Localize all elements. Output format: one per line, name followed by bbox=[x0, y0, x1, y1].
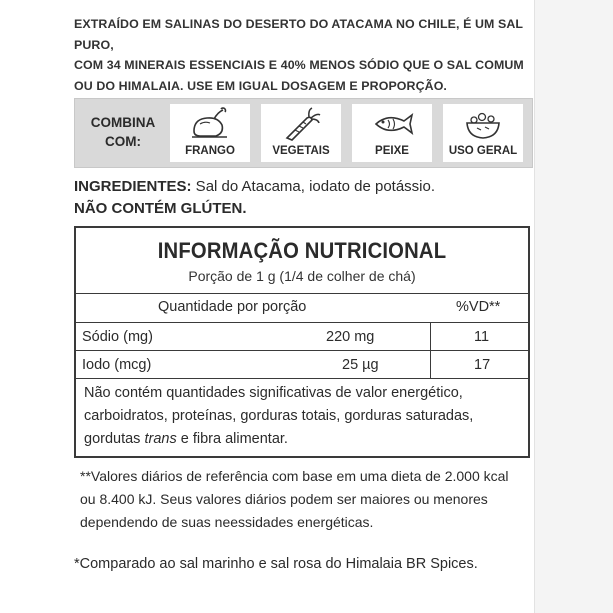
footer-line: Não contém quantidades significativas de valor energético, bbox=[84, 385, 463, 401]
table-rule bbox=[76, 350, 528, 351]
ingredients-label: INGREDIENTES: bbox=[74, 178, 192, 195]
bowl-icon bbox=[463, 107, 503, 141]
pairing-tile-peixe bbox=[352, 104, 432, 162]
header-vd: %VD** bbox=[456, 299, 501, 315]
footer-line bbox=[84, 428, 526, 451]
daily-values-note bbox=[80, 465, 540, 534]
footer-line: carboidratos, proteínas, gorduras totais, gorduras saturadas, bbox=[84, 408, 474, 424]
pairing-tile-uso-geral bbox=[443, 104, 523, 162]
nutrient-vd: 11 bbox=[474, 329, 490, 345]
nutrition-table bbox=[74, 226, 530, 458]
header-quantity: Quantidade por porção bbox=[158, 299, 307, 315]
pairings-panel bbox=[74, 98, 533, 168]
pairing-name: FRANGO bbox=[185, 145, 235, 157]
intro-line: EXTRAÍDO EM SALINAS DO DESERTO DO ATACAMA NO CHILE, É UM SAL PURO, bbox=[74, 17, 523, 52]
table-rule bbox=[76, 322, 528, 323]
footer-text: e fibra alimentar. bbox=[176, 431, 288, 447]
nutrient-amount: 220 mg bbox=[326, 329, 375, 345]
pairings-label-line: COMBINA bbox=[90, 115, 156, 130]
ingredients-text: Sal do Atacama, iodato de potássio. bbox=[191, 178, 436, 195]
ingredients-block bbox=[74, 176, 544, 220]
ingredients-line bbox=[74, 176, 544, 198]
nutrition-footer bbox=[84, 382, 526, 451]
footer-trans: trans bbox=[144, 431, 177, 447]
table-rule bbox=[76, 293, 528, 294]
nutrient-name: Iodo (mcg) bbox=[82, 357, 152, 373]
note-line: dependendo de suas neessidades energéticas. bbox=[80, 514, 374, 530]
pairing-tile-vegetais bbox=[261, 104, 341, 162]
nutrient-vd: 17 bbox=[474, 357, 491, 373]
table-rule bbox=[76, 378, 528, 379]
nutrient-name: Sódio (mg) bbox=[82, 329, 153, 345]
nutrition-title: INFORMAÇÃO NUTRICIONAL bbox=[157, 238, 447, 263]
pairing-name: VEGETAIS bbox=[272, 145, 330, 157]
note-line: ou 8.400 kJ. Seus valores diários podem ser maiores ou menores bbox=[80, 491, 488, 507]
pairing-name: PEIXE bbox=[375, 145, 409, 157]
pairing-name: USO GERAL bbox=[448, 145, 518, 157]
intro-line: COM 34 MINERAIS ESSENCIAIS E 40% MENOS SÓDIO QUE O SAL COMUM bbox=[74, 58, 524, 72]
pairing-tile-frango bbox=[170, 104, 250, 162]
pairings-label bbox=[81, 113, 165, 151]
carrot-icon bbox=[281, 107, 321, 141]
pairings-label-line: COM: bbox=[105, 134, 141, 149]
package-edge bbox=[534, 0, 613, 613]
comparison-note: *Comparado ao sal marinho e sal rosa do Himalaia BR Spices. bbox=[74, 556, 478, 572]
gluten-notice bbox=[74, 198, 544, 220]
fish-icon bbox=[372, 107, 416, 141]
intro-text bbox=[74, 14, 544, 96]
note-line: **Valores diários de referência com base em uma dieta de 2.000 kcal bbox=[80, 468, 509, 484]
footer-text: gordutas bbox=[84, 431, 145, 447]
roast-chicken-icon bbox=[190, 107, 230, 141]
table-column-divider bbox=[430, 322, 431, 378]
nutrition-portion: Porção de 1 g (1/4 de colher de chá) bbox=[188, 268, 416, 284]
nutrient-amount: 25 µg bbox=[342, 357, 379, 373]
intro-line: OU DO HIMALAIA. USE EM IGUAL DOSAGEM E PROPORÇÃO. bbox=[74, 78, 447, 93]
gluten-text: NÃO CONTÉM GLÚTEN. bbox=[74, 200, 247, 217]
